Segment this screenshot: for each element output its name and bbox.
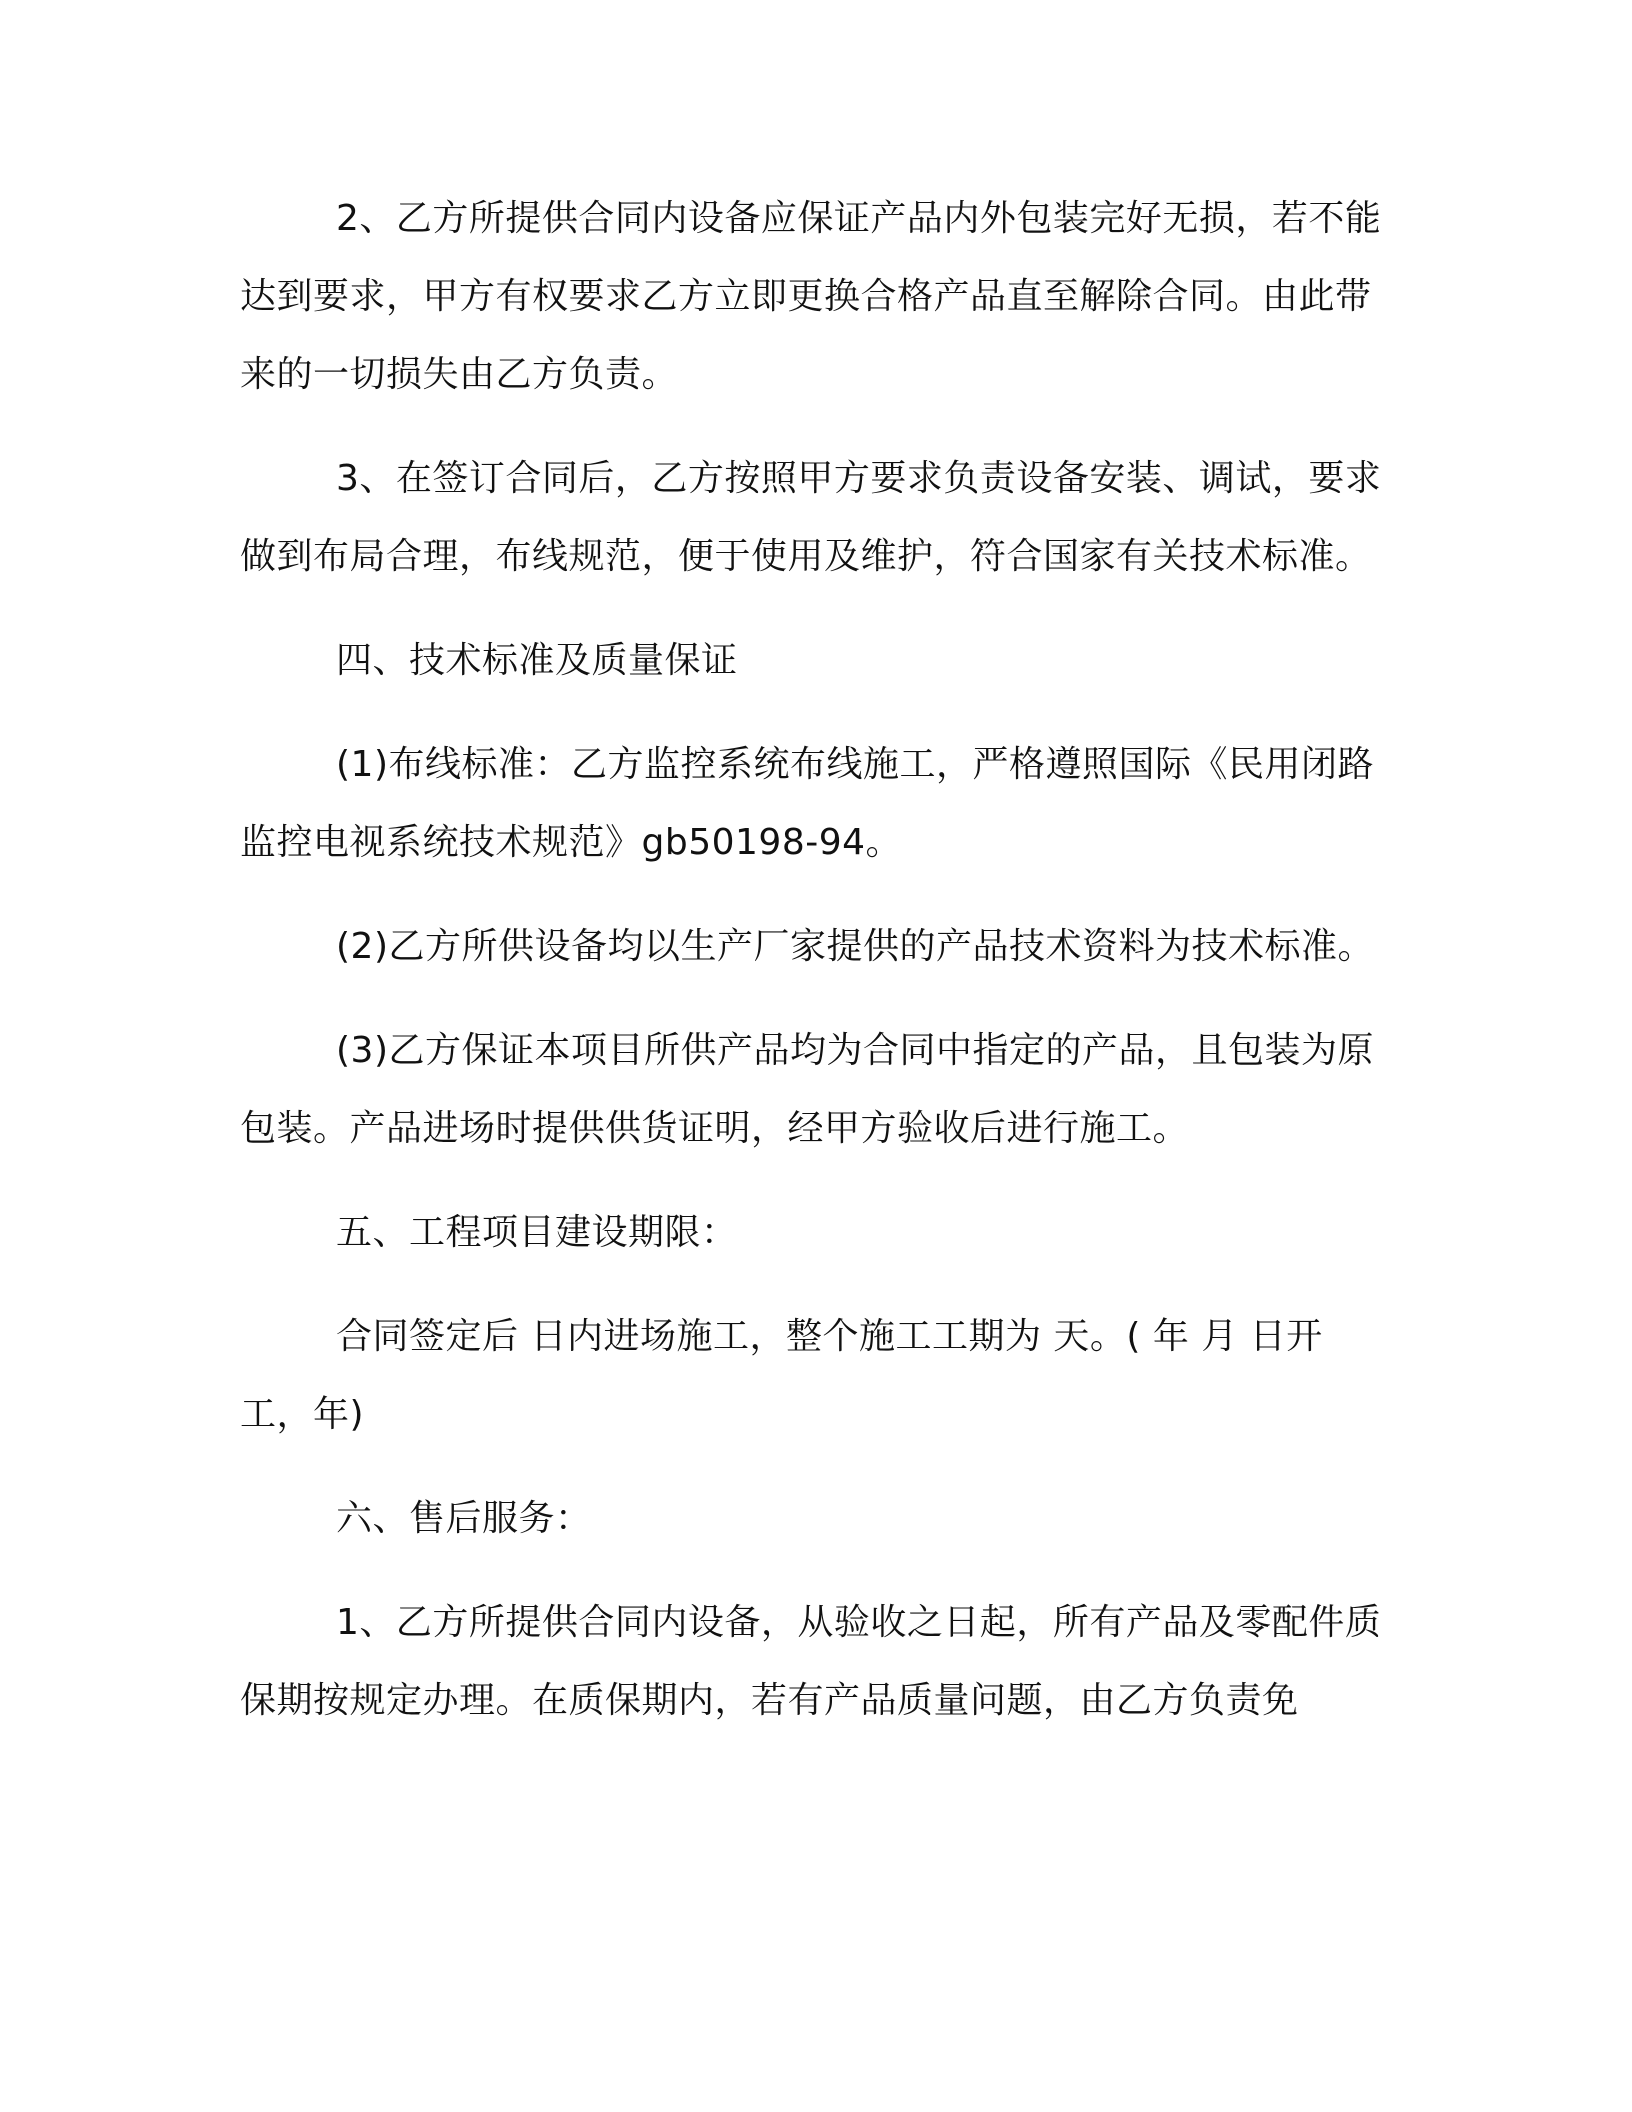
- section-heading-after-sales: 六、售后服务：: [336, 1498, 592, 1539]
- standard-item-3: (3)乙方保证本项目所供产品均为合同中指定的产品，且包装为原包装。产品进场时提供供货证明，经甲方验收后进行施工。: [240, 1030, 1374, 1149]
- construction-period-text: 合同签定后 日内进场施工，整个施工工期为 天。( 年 月 日开工，年): [240, 1316, 1323, 1435]
- section-heading-construction-period: 五、工程项目建设期限：: [336, 1212, 738, 1253]
- clause-3-installation: 3、在签订合同后，乙方按照甲方要求负责设备安装、调试，要求做到布局合理，布线规范，便于使用及维护，符合国家有关技术标准。: [240, 458, 1382, 577]
- document-body: [240, 180, 1395, 1740]
- section-heading-technical-standards: 四、技术标准及质量保证: [336, 640, 738, 681]
- after-sales-item-1: 1、乙方所提供合同内设备，从验收之日起，所有产品及零配件质保期按规定办理。在质保期内，若有产品质量问题，由乙方负责免: [240, 1602, 1382, 1721]
- clause-2-packaging: 2、乙方所提供合同内设备应保证产品内外包装完好无损，若不能达到要求，甲方有权要求乙方立即更换合格产品直至解除合同。由此带来的一切损失由乙方负责。: [240, 198, 1382, 395]
- standard-item-2: (2)乙方所供设备均以生产厂家提供的产品技术资料为技术标准。: [336, 926, 1374, 967]
- standard-item-1: (1)布线标准：乙方监控系统布线施工，严格遵照国际《民用闭路监控电视系统技术规范》gb50198-94。: [240, 744, 1374, 863]
